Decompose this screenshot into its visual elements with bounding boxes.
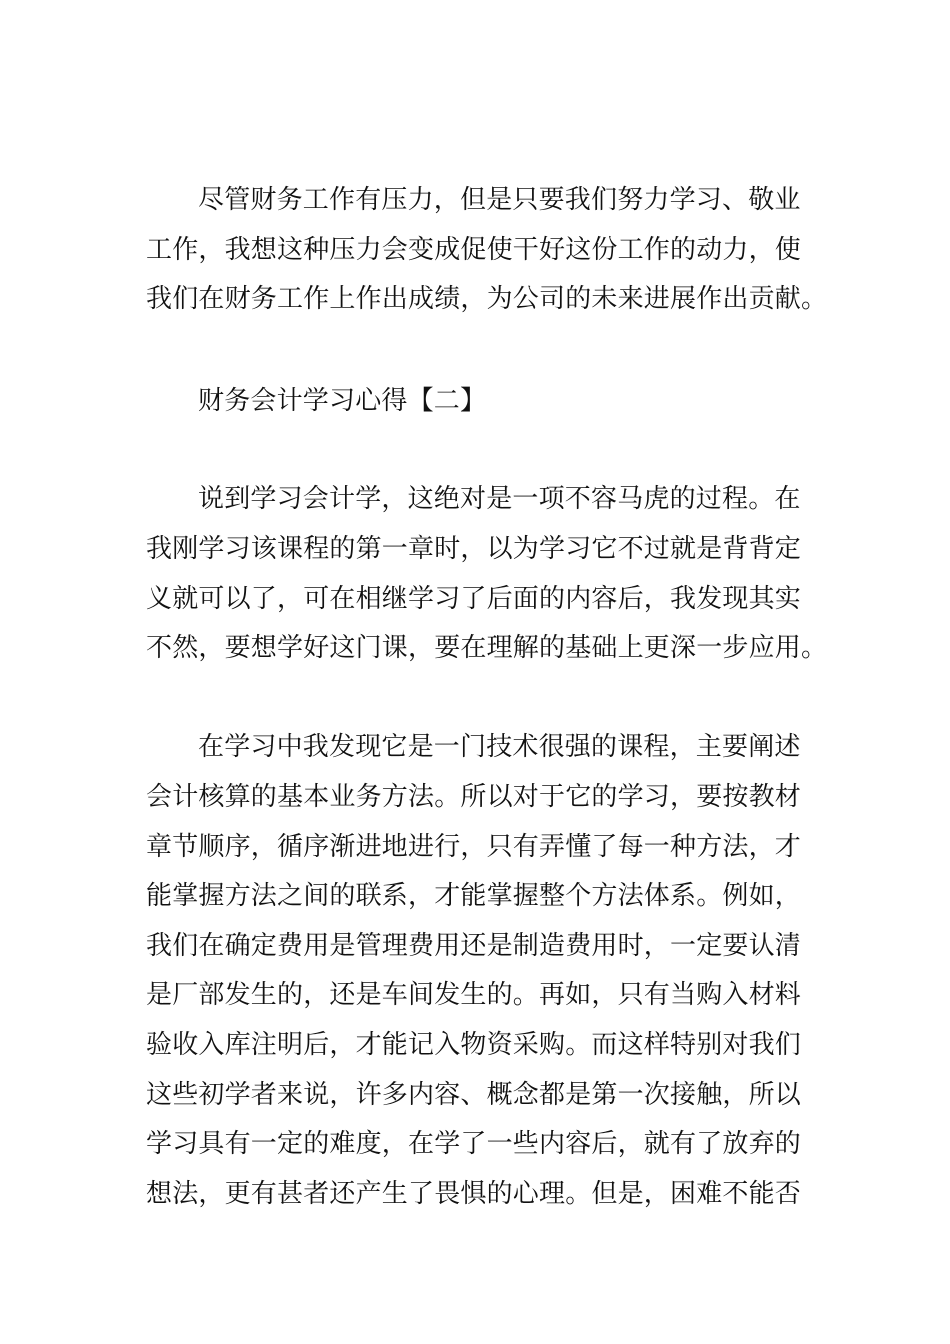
paragraph-3-line-1: 在学习中我发现它是一门技术很强的课程，主要阐述 (198, 732, 801, 762)
paragraph-2-line-1: 说到学习会计学，这绝对是一项不容马虎的过程。在 (198, 484, 801, 514)
paragraph-2-line-4: 不然，要想学好这门课，要在理解的基础上更深一步应用。 (146, 633, 828, 663)
paragraph-3-line-8: 这些初学者来说，许多内容、概念都是第一次接触，所以 (146, 1080, 802, 1110)
section-heading: 财务会计学习心得【二】 (198, 386, 487, 416)
paragraph-3-line-9: 学习具有一定的难度，在学了一些内容后，就有了放弃的 (146, 1129, 802, 1159)
paragraph-3-line-2: 会计核算的基本业务方法。所以对于它的学习，要按教材 (146, 782, 802, 812)
paragraph-3-line-7: 验收入库注明后，才能记入物资采购。而这样特别对我们 (146, 1030, 802, 1060)
paragraph-2-line-2: 我刚学习该课程的第一章时，以为学习它不过就是背背定 (146, 534, 802, 564)
paragraph-3-line-6: 是厂部发生的，还是车间发生的。再如，只有当购入材料 (146, 980, 802, 1010)
paragraph-1-line-2: 工作，我想这种压力会变成促使干好这份工作的动力，使 (146, 235, 802, 265)
paragraph-3-line-5: 我们在确定费用是管理费用还是制造费用时，一定要认清 (146, 931, 802, 961)
paragraph-1-line-3: 我们在财务工作上作出成绩，为公司的未来进展作出贡献。 (146, 284, 828, 314)
paragraph-3-line-10: 想法，更有甚者还产生了畏惧的心理。但是，困难不能否 (146, 1179, 802, 1209)
paragraph-2-line-3: 义就可以了，可在相继学习了后面的内容后，我发现其实 (146, 584, 802, 614)
paragraph-1-line-1: 尽管财务工作有压力，但是只要我们努力学习、敬业 (198, 185, 801, 215)
paragraph-3-line-4: 能掌握方法之间的联系，才能掌握整个方法体系。例如， (146, 881, 802, 911)
paragraph-3-line-3: 章节顺序，循序渐进地进行，只有弄懂了每一种方法，才 (146, 832, 802, 862)
